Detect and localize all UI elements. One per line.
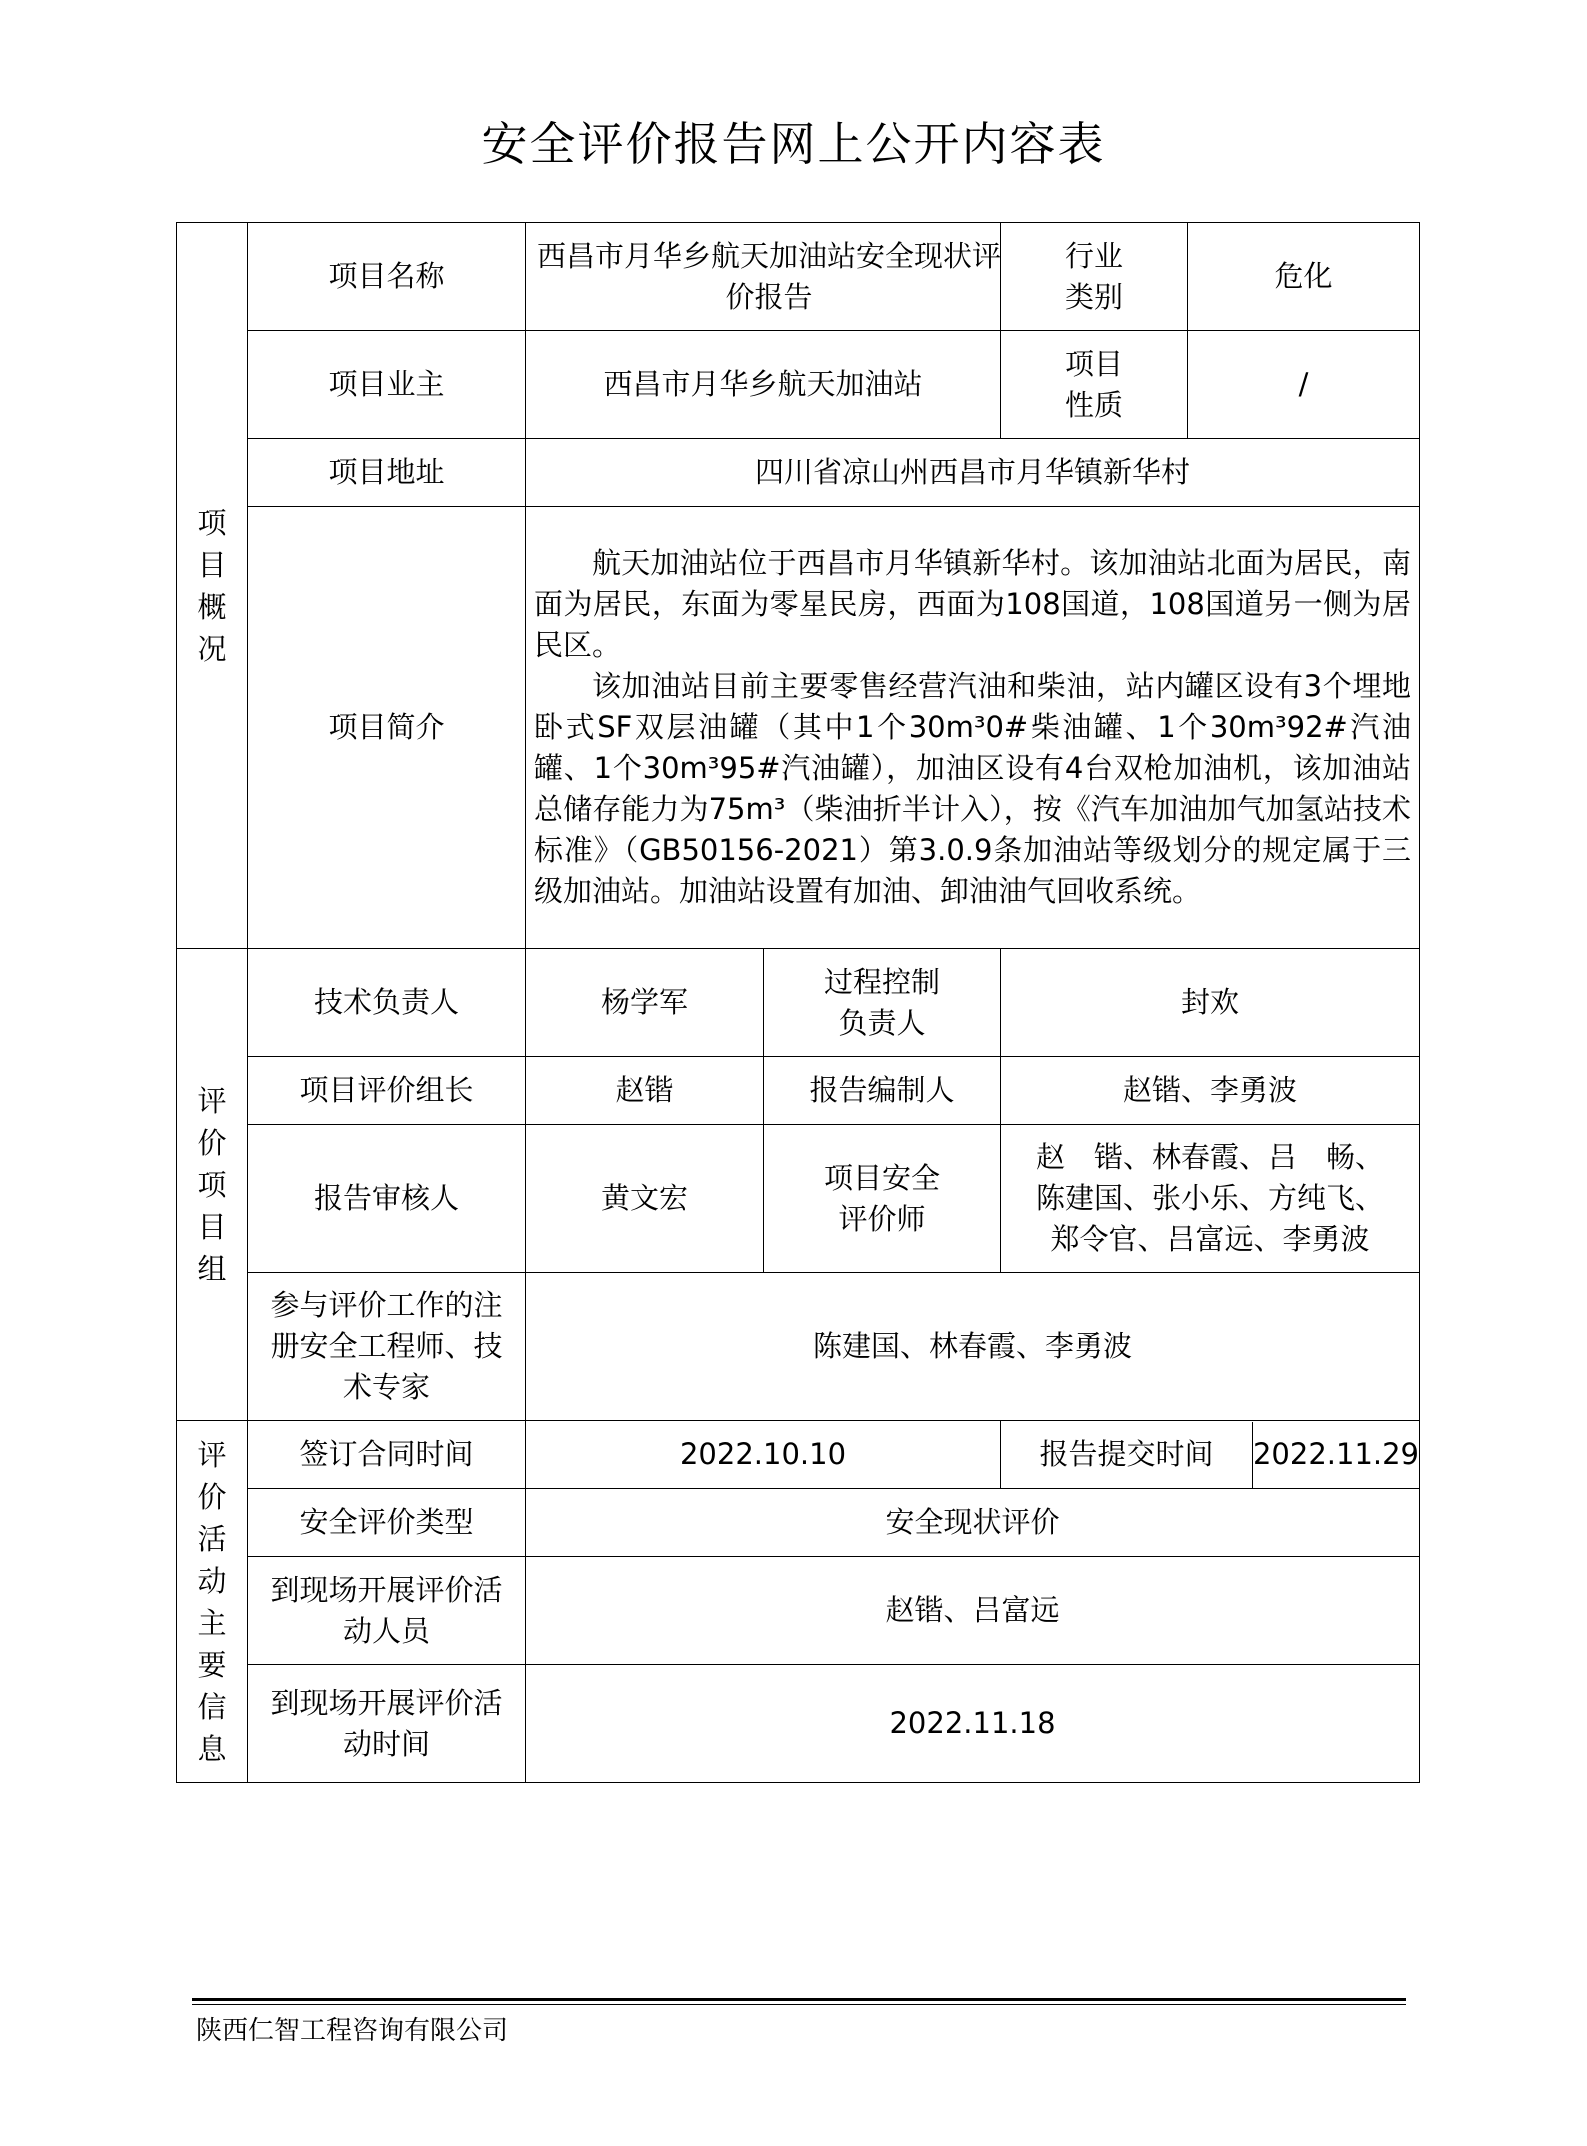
label-tech-lead: 技术负责人: [248, 949, 526, 1057]
value-report-writer: 赵锴、李勇波: [1001, 1057, 1420, 1125]
footer-divider-thin: [192, 2004, 1406, 2005]
row-contract-date: [177, 1421, 1420, 1489]
value-safety-assessors: [1001, 1125, 1420, 1273]
value-reviewer: 黄文宏: [526, 1125, 764, 1273]
label-process-lead: 过程控制负责人: [764, 949, 1001, 1057]
value-project-name: 西昌市月华乡航天加油站安全现状评价报告: [526, 223, 1001, 331]
row-project-owner: [177, 331, 1420, 439]
label-site-staff: 到现场开展评价活动人员: [248, 1557, 526, 1665]
section-label-overview: 项目概况: [177, 223, 248, 949]
page-title: 安全评价报告网上公开内容表: [481, 117, 1106, 171]
label-project-intro: 项目简介: [248, 507, 526, 949]
footer-divider: [192, 1998, 1406, 2001]
label-reviewer: 报告审核人: [248, 1125, 526, 1273]
row-reviewer: [177, 1125, 1420, 1273]
intro-paragraph-1: 航天加油站位于西昌市月华镇新华村。该加油站北面为居民，南面为居民，东面为零星民房，西面为108国道，108国道另一侧为居民区。: [534, 546, 1412, 662]
label-experts: 参与评价工作的注册安全工程师、技术专家: [248, 1273, 526, 1421]
value-eval-type: 安全现状评价: [526, 1489, 1420, 1557]
label-site-time: 到现场开展评价活动时间: [248, 1665, 526, 1783]
value-project-intro: [526, 507, 1420, 949]
label-submit-date: 报告提交时间: [1001, 1422, 1253, 1488]
row-experts: [177, 1273, 1420, 1421]
label-project-owner: 项目业主: [248, 331, 526, 439]
row-site-time: [177, 1665, 1420, 1783]
label-eval-type: 安全评价类型: [248, 1489, 526, 1557]
row-project-name: [177, 223, 1420, 331]
label-report-writer: 报告编制人: [764, 1057, 1001, 1125]
disclosure-table: [176, 222, 1420, 1783]
row-tech-lead: [177, 949, 1420, 1057]
assessor-line-3: 郑令官、吕富远、李勇波: [1050, 1222, 1370, 1256]
label-team-leader: 项目评价组长: [248, 1057, 526, 1125]
value-project-address: 四川省凉山州西昌市月华镇新华村: [526, 439, 1420, 507]
value-project-nature: /: [1188, 331, 1420, 439]
label-industry: 行业类别: [1001, 223, 1188, 331]
value-contract-date: 2022.10.10: [526, 1421, 1001, 1489]
value-site-staff: 赵锴、吕富远: [526, 1557, 1420, 1665]
submit-cell: [1001, 1421, 1420, 1489]
value-submit-date: 2022.11.29: [1252, 1437, 1420, 1471]
value-project-owner: 西昌市月华乡航天加油站: [526, 331, 1001, 439]
value-team-leader: 赵锴: [526, 1057, 764, 1125]
label-project-name: 项目名称: [248, 223, 526, 331]
label-contract-date: 签订合同时间: [248, 1421, 526, 1489]
label-safety-assessor: 项目安全评价师: [764, 1125, 1001, 1273]
section-label-team: 评价项目组: [177, 949, 248, 1421]
label-project-nature: 项目性质: [1001, 331, 1188, 439]
assessor-line-1: 赵 锴、林春霞、吕 畅、: [1036, 1140, 1385, 1174]
assessor-line-2: 陈建国、张小乐、方纯飞、: [1036, 1181, 1385, 1215]
row-project-intro: [177, 507, 1420, 949]
row-site-staff: [177, 1557, 1420, 1665]
section-label-activity: 评价活动主要信息: [177, 1421, 248, 1783]
footer-company: 陕西仁智工程咨询有限公司: [196, 2016, 509, 2046]
value-process-lead: 封欢: [1001, 949, 1420, 1057]
row-project-address: [177, 439, 1420, 507]
row-team-leader: [177, 1057, 1420, 1125]
row-eval-type: [177, 1489, 1420, 1557]
value-experts: 陈建国、林春霞、李勇波: [526, 1273, 1420, 1421]
value-industry: 危化: [1188, 223, 1420, 331]
value-site-time: 2022.11.18: [526, 1665, 1420, 1783]
label-project-address: 项目地址: [248, 439, 526, 507]
intro-paragraph-2: 该加油站目前主要零售经营汽油和柴油，站内罐区设有3个埋地卧式SF双层油罐（其中1个30m³0#柴油罐、1个30m³92#汽油罐、1个30m³95#汽油罐），加油区设有4台双枪加油机，该加油站总储存能力为75m³（柴油折半计入），按《汽车加油加气加氢站技术标准》（GB50156-2021）第3.0.9条加油站等级划分的规定属于三级加油站。加油站设置有加油、卸油油气回收系统。: [534, 669, 1412, 908]
value-tech-lead: 杨学军: [526, 949, 764, 1057]
